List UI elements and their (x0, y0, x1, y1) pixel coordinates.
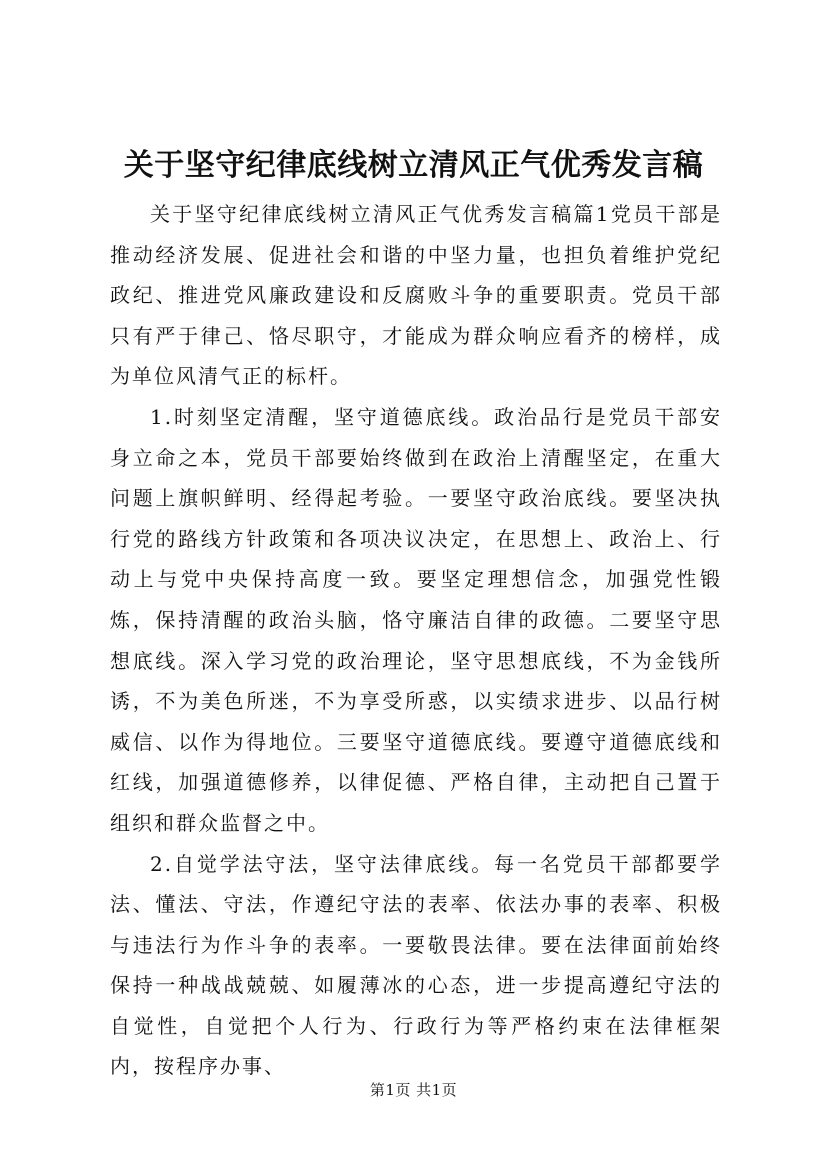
paragraph: 1.时刻坚定清醒，坚守道德底线。政治品行是党员干部安身立命之本，党员干部要始终做到在政治上清醒坚定，在重大问题上旗帜鲜明、经得起考验。一要坚守政治底线。要坚决执行党的路线方针政策和各项决议决定，在思想上、政治上、行动上与党中央保持高度一致。要坚定理想信念，加强党性锻炼，保持清醒的政治头脑，恪守廉洁自律的政德。二要坚守思想底线。深入学习党的政治理论，坚守思想底线，不为金钱所诱，不为美色所迷，不为享受所惑，以实绩求进步、以品行树威信、以作为得地位。三要坚守道德底线。要遵守道德底线和红线，加强道德修养，以律促德、严格自律，主动把自己置于组织和群众监督之中。 (110, 404, 722, 835)
page-footer: 第1页 共1页 (369, 1081, 458, 1099)
paragraph: 关于坚守纪律底线树立清风正气优秀发言稿篇1党员干部是推动经济发展、促进社会和谐的中坚力量，也担负着维护党纪政纪、推进党风廉政建设和反腐败斗争的重要职责。党员干部只有严于律己、恪尽职守，才能成为群众响应看齐的榜样，成为单位风清气正的标杆。 (110, 202, 722, 389)
paragraph: 2.自觉学法守法，坚守法律底线。每一名党员干部都要学法、懂法、守法，作遵纪守法的表率、依法办事的表率、积极与违法行为作斗争的表率。一要敬畏法律。要在法律面前始终保持一种战战兢兢、如履薄冰的心态，进一步提高遵纪守法的自觉性，自觉把个人行为、行政行为等严格约束在法律框架内，按程序办事、 (110, 851, 722, 1079)
document-title: 关于坚守纪律底线树立清风正气优秀发言稿 (123, 148, 704, 183)
document-body (110, 194, 722, 1087)
